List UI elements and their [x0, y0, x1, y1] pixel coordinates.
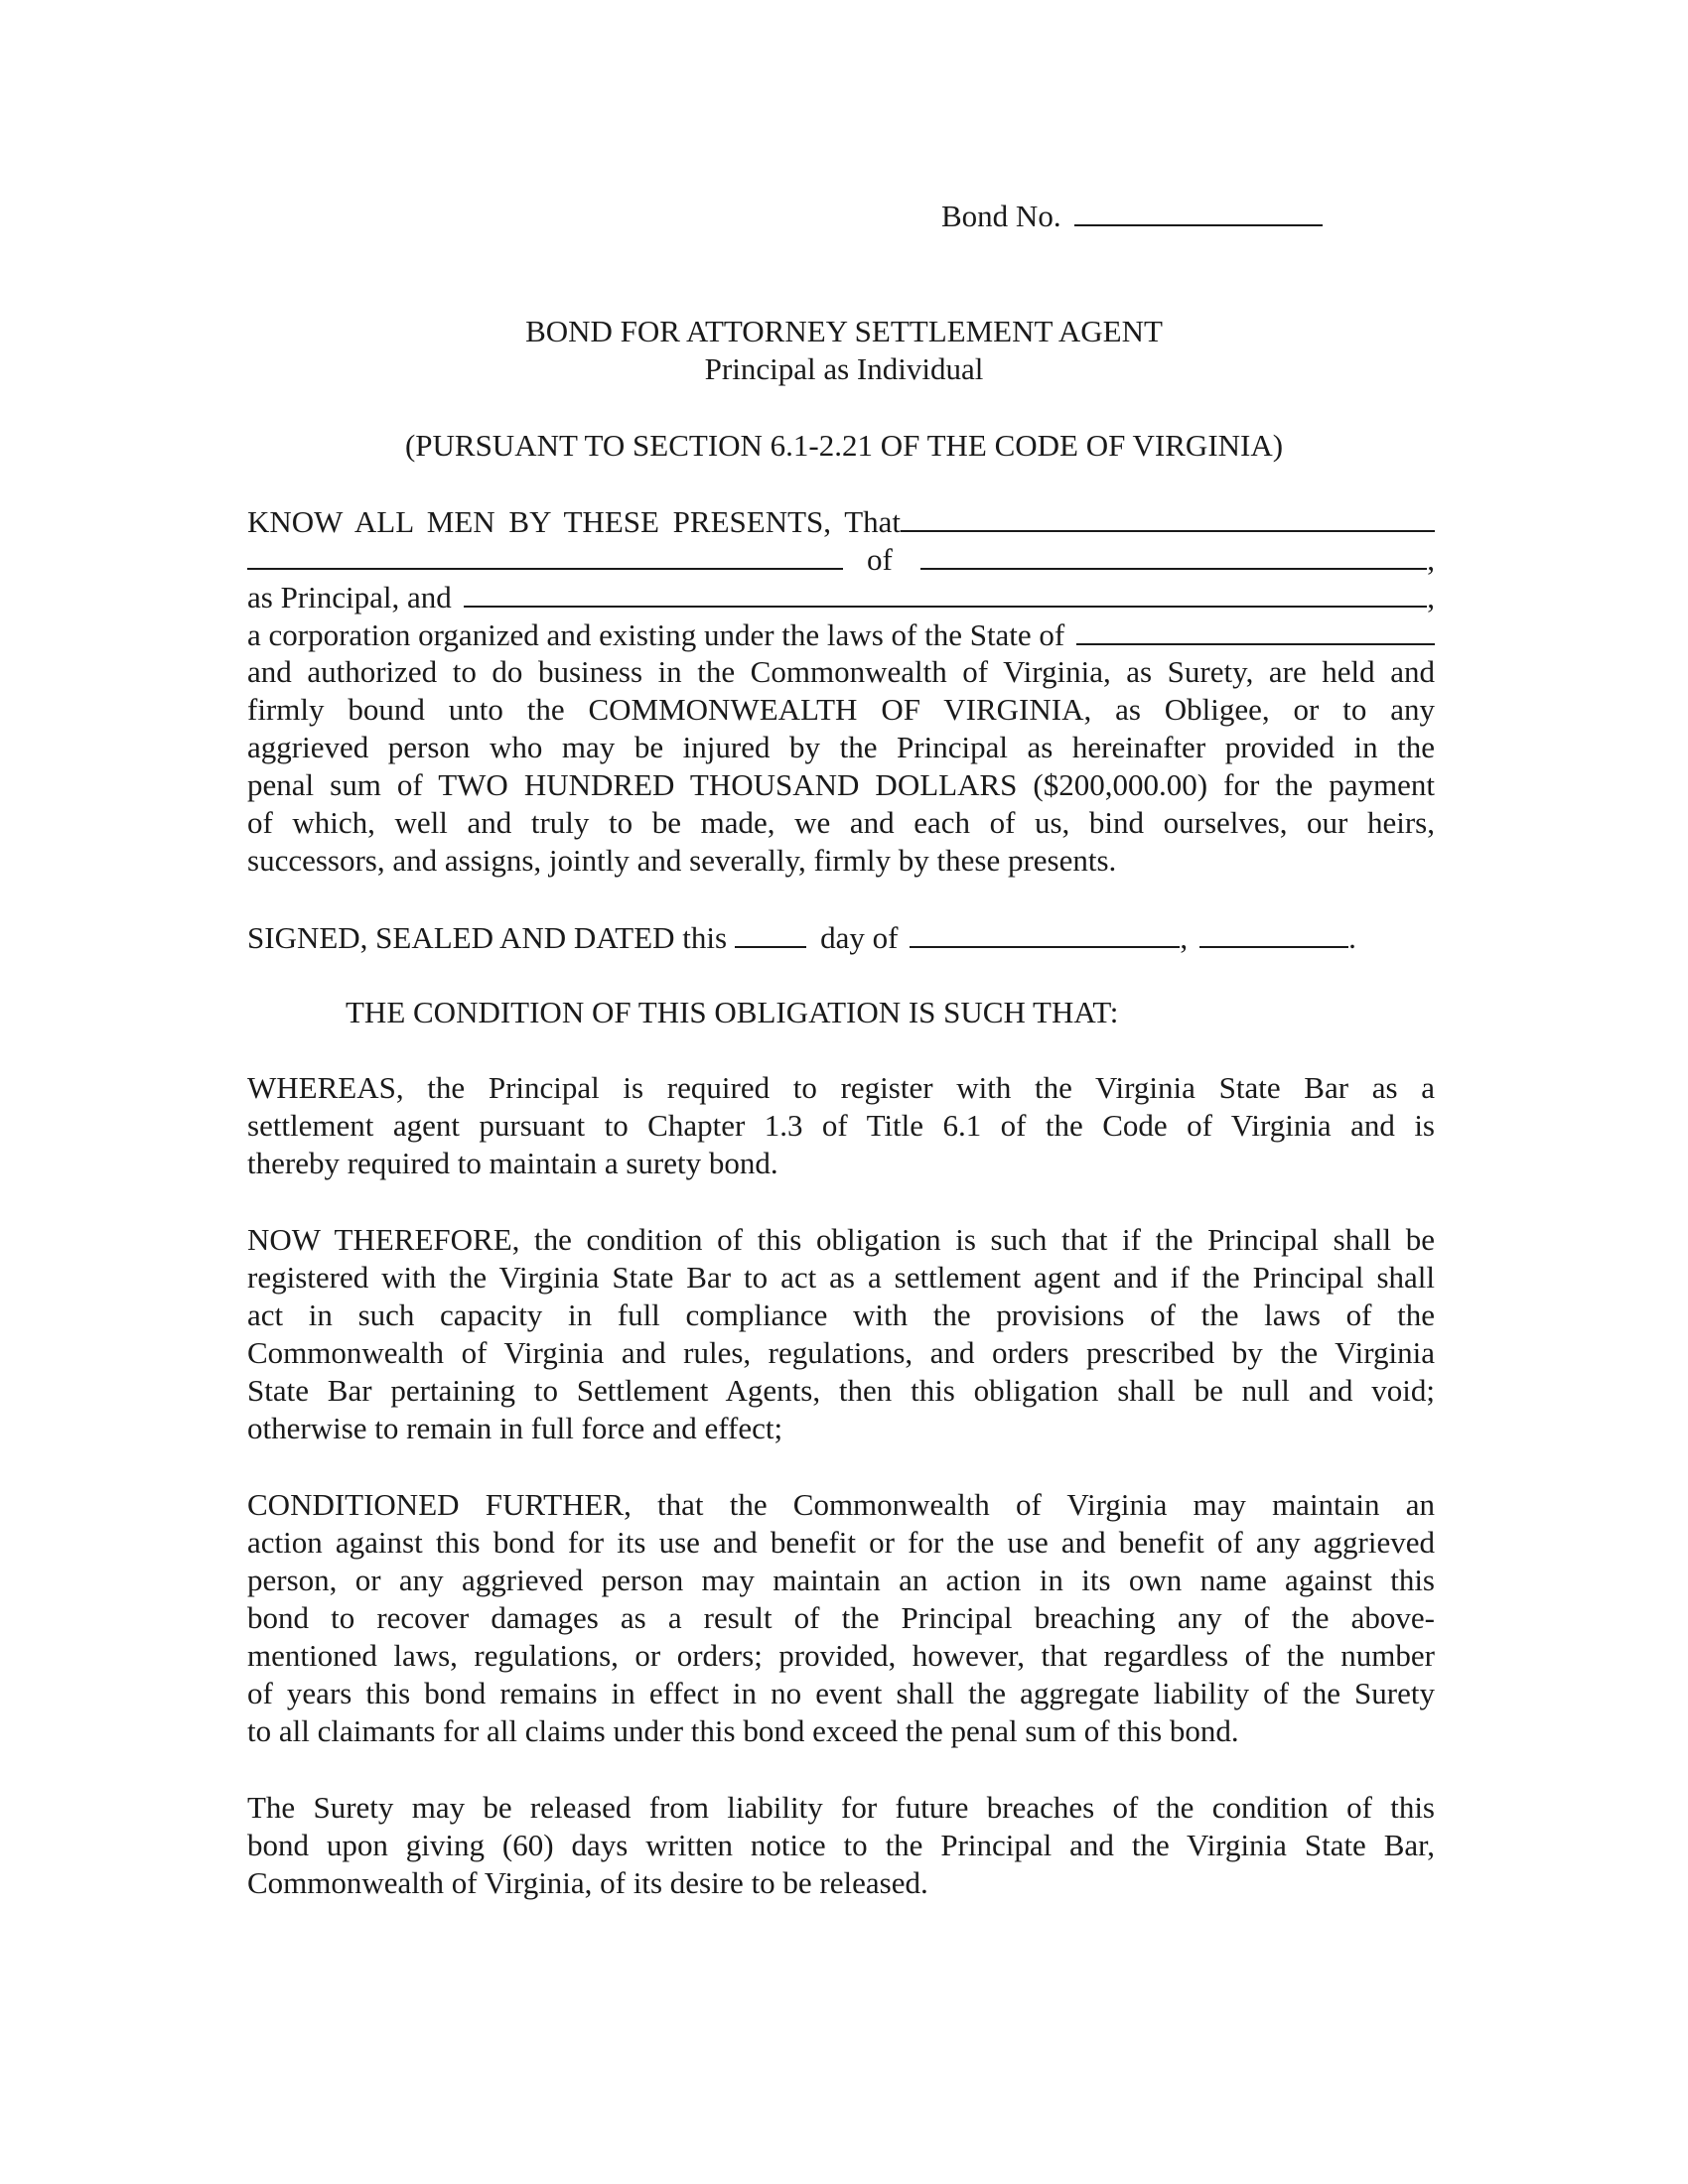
now-therefore-paragraph	[247, 1221, 1435, 1447]
whereas-paragraph	[247, 1069, 1435, 1182]
of-row-comma: ,	[1427, 542, 1435, 577]
title-line-1: BOND FOR ATTORNEY SETTLEMENT AGENT	[525, 314, 1163, 348]
now-therefore-line: Commonwealth of Virginia and rules, regulations, and orders prescribed by the Virginia	[247, 1335, 1435, 1370]
conditioned-further-line: CONDITIONED FURTHER, that the Commonwealth of Virginia may maintain an	[247, 1487, 1435, 1522]
surety-release-line: The Surety may be released from liability for future breaches of the condition of this	[247, 1790, 1435, 1825]
whereas-line: WHEREAS, the Principal is required to register with the Virginia State Bar as a	[247, 1070, 1435, 1105]
know-all-row	[247, 502, 1435, 541]
as-principal-text: as Principal, and	[247, 580, 452, 614]
now-therefore-line: NOW THEREFORE, the condition of this obligation is such that if the Principal shall be	[247, 1222, 1435, 1257]
pursuant-line	[0, 427, 1688, 465]
corporation-row	[247, 615, 1435, 654]
know-all-text: KNOW ALL MEN BY THESE PRESENTS, That	[247, 504, 902, 539]
pursuant-text: (PURSUANT TO SECTION 6.1-2.21 OF THE CODE OF VIRGINIA)	[404, 428, 1284, 463]
of-row	[247, 540, 1435, 579]
document-title	[0, 313, 1688, 388]
as-principal-row	[247, 578, 1435, 616]
principal-name-continued-field[interactable]	[247, 540, 843, 570]
conditioned-further-paragraph	[247, 1486, 1435, 1750]
conditioned-further-line: action against this bond for its use and benefit or for the use and benefit of any aggrieved	[247, 1525, 1435, 1560]
signed-year-field[interactable]	[1199, 918, 1348, 948]
bond-number-label: Bond No.	[941, 199, 1061, 233]
intro-line: of which, well and truly to be made, we and each of us, bind ourselves, our heirs,	[247, 805, 1435, 840]
signed-day-of: day of	[820, 920, 899, 955]
whereas-line: thereby required to maintain a surety bond.	[247, 1146, 778, 1180]
of-text: of	[867, 542, 893, 577]
as-principal-comma: ,	[1427, 580, 1435, 614]
intro-line: successors, and assigns, jointly and severally, firmly by these presents.	[247, 843, 1117, 878]
bond-number-field[interactable]	[1074, 197, 1323, 226]
conditioned-further-line: person, or any aggrieved person may maintain an action in its own name against this	[247, 1563, 1435, 1597]
signed-day-field[interactable]	[735, 918, 806, 948]
principal-address-field[interactable]	[920, 540, 1427, 570]
signed-row	[247, 918, 1435, 957]
surety-state-field[interactable]	[1076, 615, 1435, 645]
surety-release-line: bond upon giving (60) days written notice to the Principal and the Virginia State Bar,	[247, 1828, 1435, 1862]
whereas-line: settlement agent pursuant to Chapter 1.3 of Title 6.1 of the Code of Virginia and is	[247, 1108, 1435, 1143]
intro-line: aggrieved person who may be injured by the Principal as hereinafter provided in the	[247, 730, 1435, 764]
signed-prefix: SIGNED, SEALED AND DATED this	[247, 920, 728, 955]
intro-line: firmly bound unto the COMMONWEALTH OF VIRGINIA, as Obligee, or to any	[247, 692, 1435, 727]
intro-line: and authorized to do business in the Commonwealth of Virginia, as Surety, are held and	[247, 654, 1435, 689]
signed-month-field[interactable]	[910, 918, 1180, 948]
conditioned-further-line: to all claimants for all claims under this bond exceed the penal sum of this bond.	[247, 1713, 1239, 1748]
bond-number-line	[941, 197, 1323, 235]
surety-release-line: Commonwealth of Virginia, of its desire to be released.	[247, 1865, 928, 1900]
title-line-2: Principal as Individual	[704, 351, 984, 386]
intro-paragraph	[247, 653, 1435, 880]
intro-line: penal sum of TWO HUNDRED THOUSAND DOLLARS ($200,000.00) for the payment	[247, 767, 1435, 802]
now-therefore-line: registered with the Virginia State Bar to act as a settlement agent and if the Principal shall	[247, 1260, 1435, 1295]
signed-comma: ,	[1180, 920, 1189, 955]
surety-release-paragraph	[247, 1789, 1435, 1902]
conditioned-further-line: bond to recover damages as a result of the Principal breaching any of the above-	[247, 1600, 1435, 1635]
signed-period: .	[1348, 920, 1356, 955]
now-therefore-line: otherwise to remain in full force and effect;	[247, 1411, 783, 1445]
surety-name-field[interactable]	[464, 578, 1427, 608]
conditioned-further-line: mentioned laws, regulations, or orders; provided, however, that regardless of the number	[247, 1638, 1435, 1673]
corporation-text: a corporation organized and existing under the laws of the State of	[247, 617, 1065, 652]
now-therefore-line: State Bar pertaining to Settlement Agents, then this obligation shall be null and void;	[247, 1373, 1435, 1408]
principal-name-field[interactable]	[901, 502, 1435, 532]
conditioned-further-line: of years this bond remains in effect in no event shall the aggregate liability of the Surety	[247, 1676, 1435, 1710]
condition-heading	[346, 994, 1118, 1031]
condition-heading-text: THE CONDITION OF THIS OBLIGATION IS SUCH THAT:	[346, 995, 1119, 1029]
now-therefore-line: act in such capacity in full compliance with the provisions of the laws of the	[247, 1297, 1435, 1332]
